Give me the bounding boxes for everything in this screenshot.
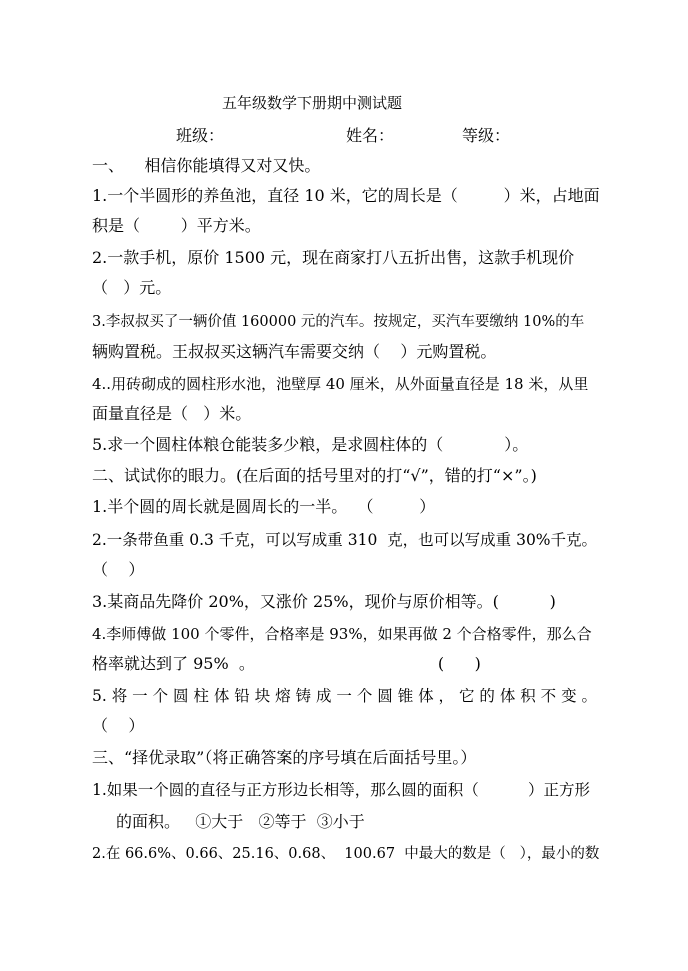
section-3-heading: 三、“择优录取”（将正确答案的序号填在后面括号里。） xyxy=(92,748,477,767)
question-1-4-line-2: 面量直径是（ ）米。 xyxy=(92,404,252,423)
question-2-5-line-2: （ ） xyxy=(92,716,145,735)
question-2-5-line-1: 5. 将 一 个 圆 柱 体 铅 块 熔 铸 成 一 个 圆 锥 体 ， 它 的 体 积 不 变 。 xyxy=(92,687,598,705)
section-2-heading: 二、试试你的眼力。(在后面的括号里对的打“√”，错的打“×”。) xyxy=(92,466,537,485)
section-1-heading: 一、 相信你能填得又对又快。 xyxy=(92,156,321,175)
question-2-4-line-1: 4.李师傅做 100 个零件，合格率是 93%，如果再做 2 个合格零件，那么合 xyxy=(92,625,592,643)
question-1-1-line-1: 1.一个半圆形的养鱼池，直径 10 米，它的周长是（ ）米，占地面 xyxy=(92,186,600,205)
question-2-2-line-2: （ ） xyxy=(92,560,145,579)
page-title: 五年级数学下册期中测试题 xyxy=(222,94,403,112)
question-1-1-line-2: 积是（ ）平方米。 xyxy=(92,216,261,235)
question-1-3-line-2: 辆购置税。王叔叔买这辆汽车需要交纳（ ）元购置税。 xyxy=(92,342,497,361)
question-3-1-line-1: 1.如果一个圆的直径与正方形边长相等，那么圆的面积（ ）正方形 xyxy=(92,781,591,799)
question-1-3-line-1: 3.李叔叔买了一辆价值 160000 元的汽车。按规定，买汽车要缴纳 10%的车 xyxy=(92,314,585,330)
question-1-2-line-1: 2.一款手机，原价 1500 元，现在商家打八五折出售，这款手机现价 xyxy=(92,248,575,267)
question-2-1-line-1: 1.半个圆的周长就是圆周长的一半。 （ ） xyxy=(92,497,436,516)
question-2-4-line-2: 格率就达到了 95% 。 ( ) xyxy=(92,654,481,673)
question-1-2-line-2: （ ）元。 xyxy=(92,278,172,297)
question-2-3-line-1: 3.某商品先降价 20%，又涨价 25%，现价与原价相等。( ) xyxy=(92,592,556,611)
question-2-2-line-1: 2.一条带鱼重 0.3 千克，可以写成重 310 克，也可以写成重 30%千克。 xyxy=(92,531,598,549)
grade-label: 等级： xyxy=(462,126,511,145)
question-1-5-line-1: 5.求一个圆柱体粮仓能装多少粮，是求圆柱体的（ ）。 xyxy=(92,435,529,454)
question-1-4-line-1: 4..用砖砌成的圆柱形水池，池壁厚 40 厘米，从外面量直径是 18 米，从里 xyxy=(92,375,589,393)
name-label: 姓名： xyxy=(346,126,395,145)
question-3-1-line-2: 的面积。 ①大于 ②等于 ③小于 xyxy=(116,812,365,831)
question-3-2-line-1: 2.在 66.6%、0.66、25.16、0.68、 100.67 中最大的数是（ ），最小的数 xyxy=(92,846,600,862)
class-label: 班级： xyxy=(176,126,225,145)
